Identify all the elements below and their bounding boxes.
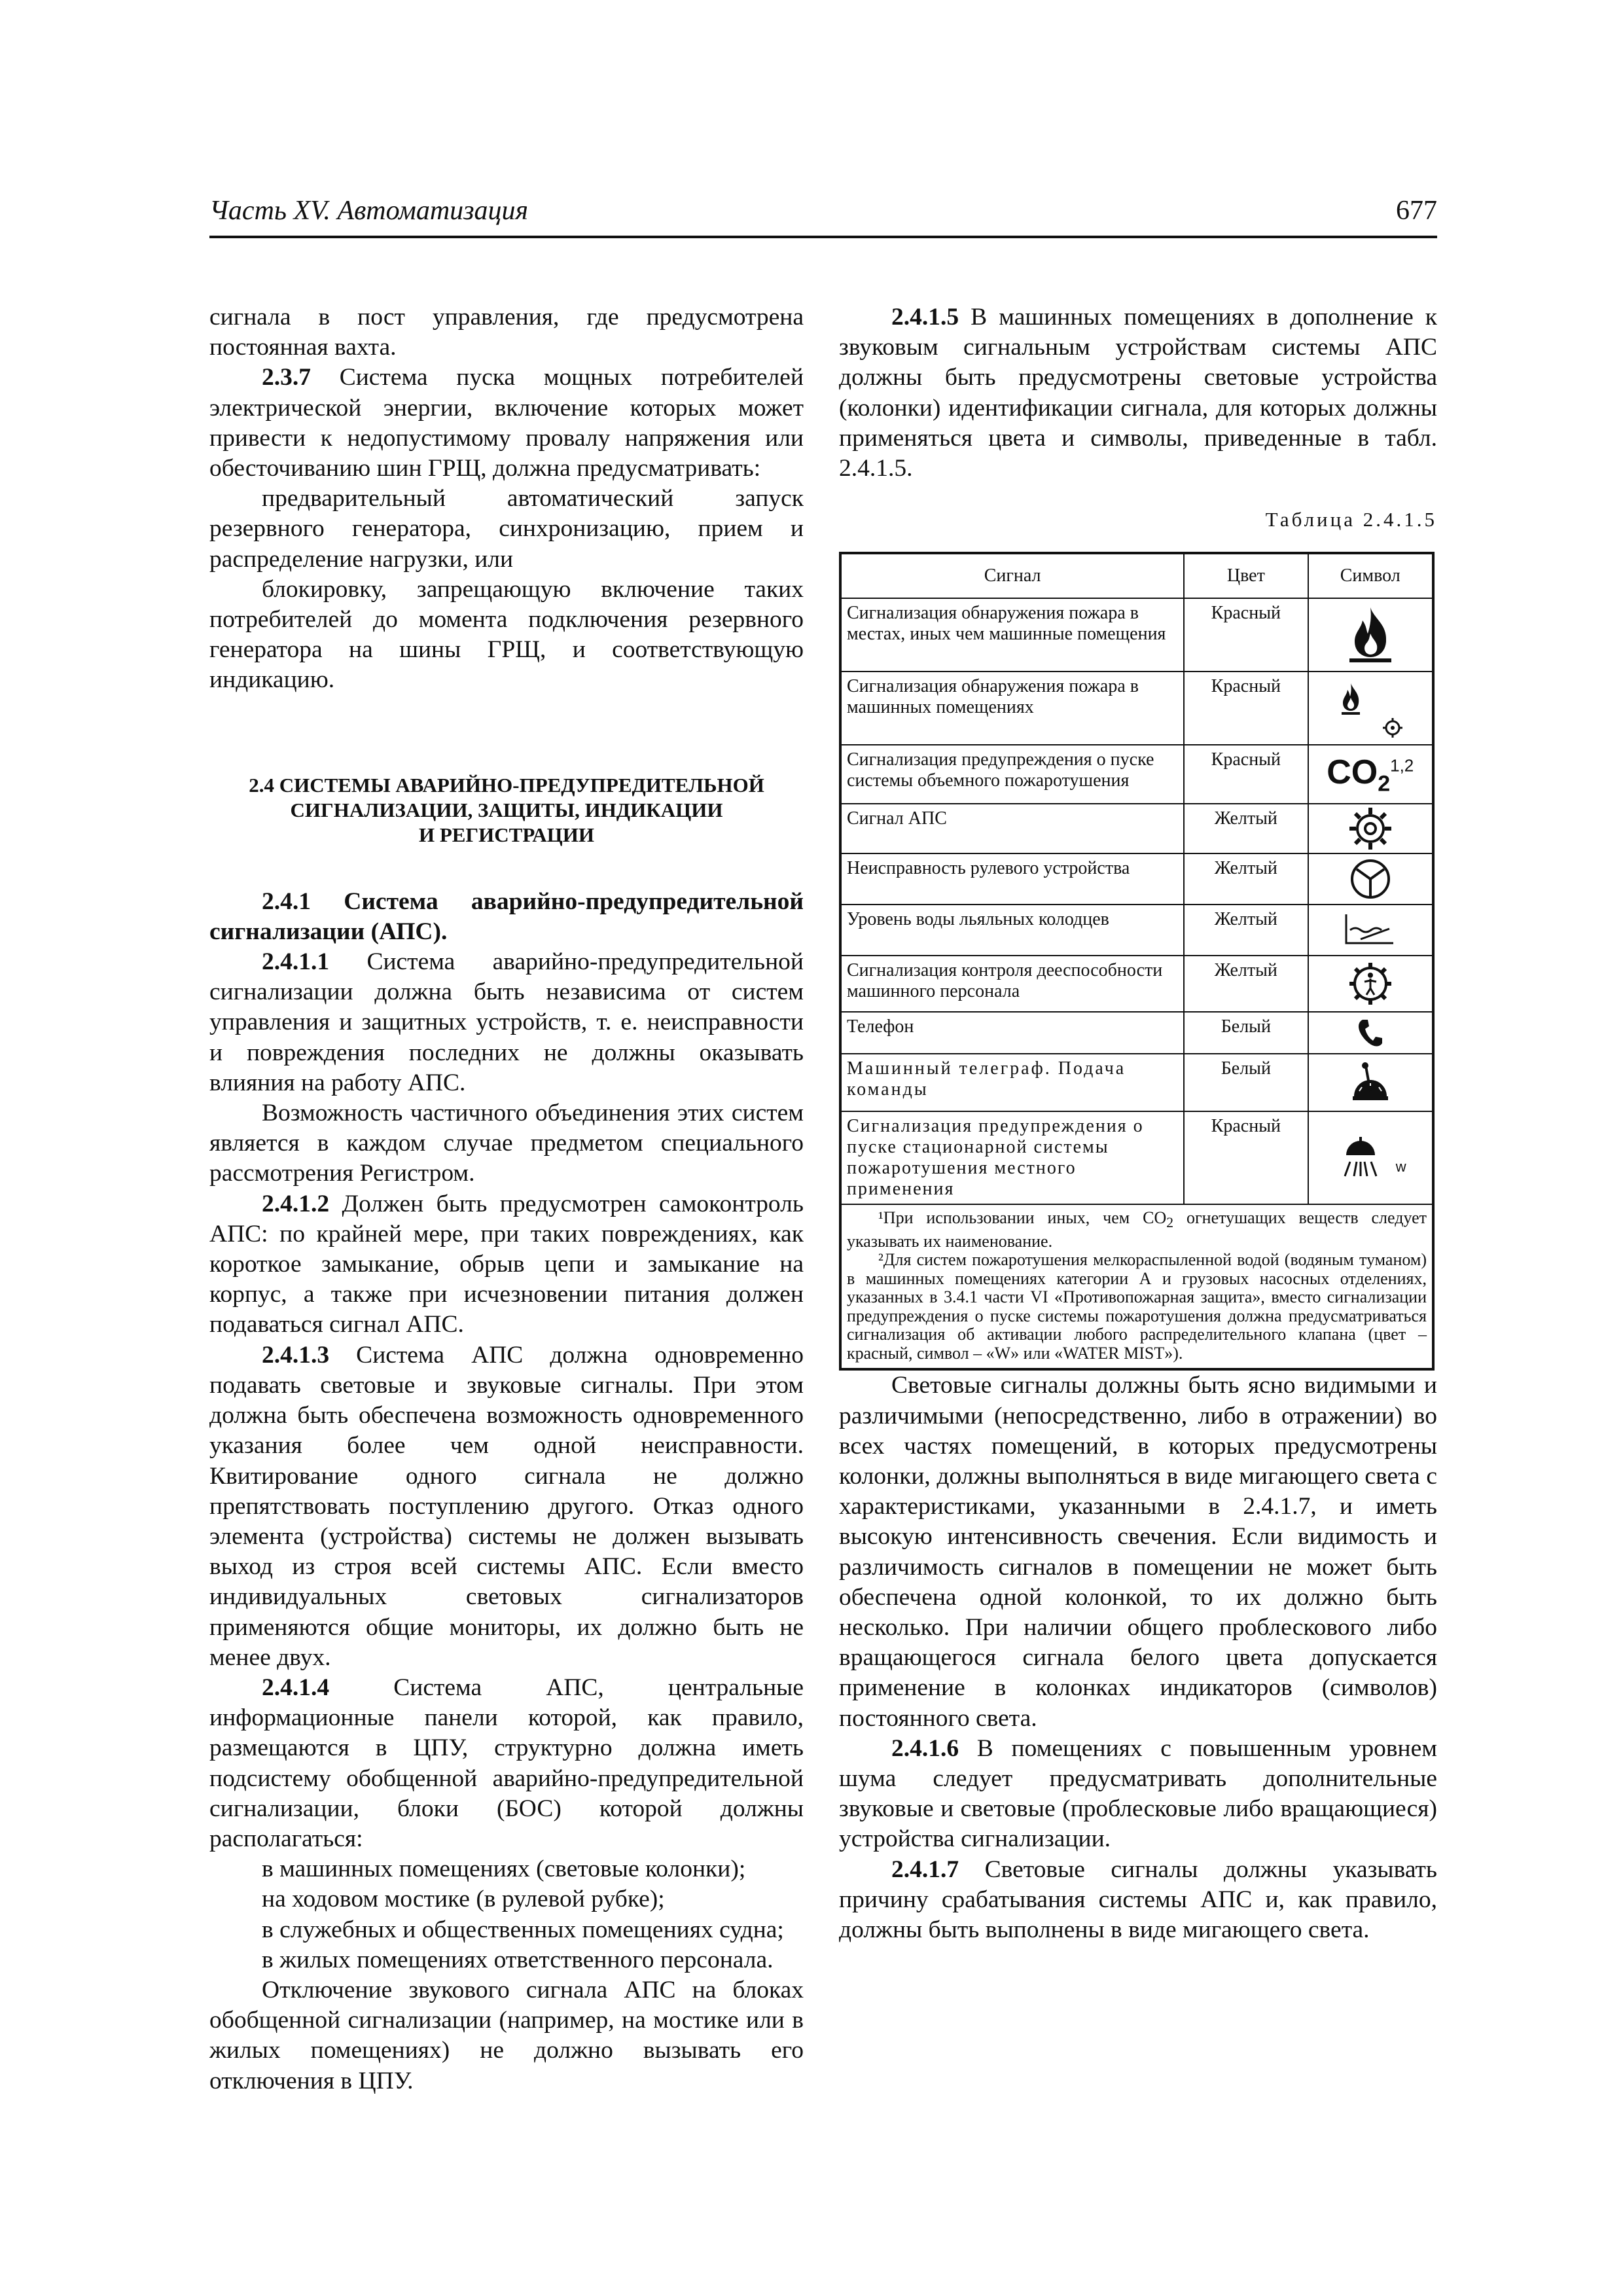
paragraph: Отключение звукового сигнала АПС на блоках обобщенной сигнализации (например, на мостике или в жилых помещениях) не должно вызывать его отключения в ЦПУ.	[209, 1976, 804, 2094]
paragraph: предварительный автоматический запуск резервного генератора, синхронизацию, прием и распределение нагрузки, или	[209, 485, 804, 573]
clause-number: 2.4.1.4	[262, 1674, 330, 1701]
footnote-text: ¹При использовании иных, чем CO	[878, 1208, 1167, 1228]
color-cell: Белый	[1184, 1012, 1308, 1054]
co2-footnote-marks: 1,2	[1390, 755, 1414, 776]
water-mist-symbol	[1328, 1133, 1413, 1183]
symbol-cell	[1308, 804, 1434, 853]
running-header	[209, 194, 1437, 238]
table-row	[840, 1111, 1433, 1204]
table-row	[840, 1012, 1433, 1054]
column-header-color: Цвет	[1184, 553, 1308, 598]
table-notes-row	[840, 1204, 1433, 1369]
symbol-cell	[1308, 905, 1434, 956]
bilge-level-icon	[1341, 910, 1400, 950]
clause-number: 2.4.1.5	[891, 304, 959, 331]
clause-text: Система АПС, центральные информационные панели которой, как правило, размещаются в ЦПУ, структурно должна иметь подсистему обобщенной аварийно-предупредительной сигнализации, блоки (БОС) которой должны располагаться:	[209, 1674, 804, 1852]
color-cell: Красный	[1184, 672, 1308, 745]
clause-number: 2.3.7	[262, 364, 311, 391]
paragraph: Световые сигналы должны быть ясно видимыми и различимыми (непосредственно, либо в отражении) во всех частях помещений, в которых предусмотрены колонки, должны выполняться в виде мигающего света с характеристиками, указанными в 2.4.1.7, и иметь высокую интенсивность свечения. Если видимость и различимость сигналов в помещении не может быть обеспечена одной колонкой, то их должно быть несколько. При наличии общего проблескового либо вращающегося сигнала белого цвета допускается применение в колонках индикаторов (символов) постоянного света.	[839, 1372, 1437, 1732]
table-row	[840, 905, 1433, 956]
w-label: w	[1395, 1158, 1406, 1175]
column-header-symbol: Символ	[1308, 553, 1434, 598]
symbol-cell	[1308, 672, 1434, 745]
paragraph: Возможность частичного объединения этих систем является в каждом случае предметом специального рассмотрения Регистром.	[209, 1100, 804, 1187]
fire-icon	[1340, 605, 1400, 665]
clause-text: Должен быть предусмотрен самоконтроль АПС: по крайней мере, при таких повреждениях, как короткое замыкание, обрыв цепи и замыкание на корпус, а также при исчезновении питания должен подаваться сигнал АПС.	[209, 1190, 804, 1338]
color-cell: Белый	[1184, 1054, 1308, 1111]
table-caption: Таблица 2.4.1.5	[1265, 508, 1437, 531]
table-row	[840, 745, 1433, 804]
signal-cell: Сигнализация предупреждения о пуске системы объемного пожаротушения	[840, 745, 1184, 804]
water-mist-icon	[1328, 1133, 1393, 1183]
clause-number: 2.4.1.1	[262, 948, 330, 976]
footnote-subscript: 2	[1166, 1215, 1174, 1231]
paragraph-2-4-1-1	[209, 947, 804, 1098]
column-header-signal: Сигнал	[840, 553, 1184, 598]
clause-text: Система пуска мощных потребителей электрической энергии, включение которых может привести к недопустимому провалу напряжения или обесточиванию шин ГРЩ, должна предусматривать:	[209, 364, 804, 482]
table-row	[840, 598, 1433, 672]
paragraph-2-4-1-6	[839, 1734, 1437, 1855]
footnote-2: ²Для систем пожаротушения мелкораспыленной водой (водяным туманом) в машинных помещениях категории А и грузовых насосных отделениях, указанных в 3.4.1 части VI «Противопожарная защита», вместо сигнализации предупреждения о пуске системы пожаротушения должна предусматриваться сигнализация об активации любого распределительного клапана (цвет – красный, символ – «W» или «WATER MIST»).	[847, 1250, 1427, 1363]
list-item: в жилых помещениях ответственного персонала.	[262, 1946, 774, 1973]
table-notes	[840, 1204, 1433, 1369]
paragraph-2-3-7	[209, 363, 804, 484]
color-cell: Желтый	[1184, 905, 1308, 956]
color-cell: Красный	[1184, 745, 1308, 804]
list-item: на ходовом мостике (в рулевой рубке);	[262, 1886, 665, 1913]
person-gear-icon	[1347, 961, 1393, 1007]
color-cell: Красный	[1184, 598, 1308, 672]
telegraph-icon	[1349, 1061, 1392, 1104]
list-item: в служебных и общественных помещениях судна;	[262, 1916, 784, 1943]
signal-cell: Сигнализация контроля дееспособности машинного персонала	[840, 956, 1184, 1012]
table-row	[840, 672, 1433, 745]
symbol-cell	[1308, 1054, 1434, 1111]
color-cell: Желтый	[1184, 804, 1308, 853]
symbol-cell	[1308, 745, 1434, 804]
paragraph-2-4-1-2	[209, 1189, 804, 1340]
symbol-cell	[1308, 853, 1434, 905]
paragraph: блокировку, запрещающую включение таких потребителей до момента подключения резервного генератора на шины ГРЩ, и соответствующую индикацию.	[209, 575, 804, 694]
signal-cell: Сигнализация предупреждения о пуске стационарной системы пожаротушения местного применения	[840, 1111, 1184, 1204]
clause-text: Система АПС должна одновременно подавать световые и звуковые сигналы. При этом должна быть обеспечена возможность одновременного указания более чем одной неисправности. Квитирование одного сигнала не должно препятствовать поступлению другого. Отказ одного элемента (устройства) системы не должен вызывать выход из строя всей системы АПС. Если вместо индивидуальных световых сигнализаторов применяются общие мониторы, их должно быть не менее двух.	[209, 1341, 804, 1671]
paragraph: сигнала в пост управления, где предусмотрена постоянная вахта.	[209, 304, 804, 361]
color-cell: Красный	[1184, 1111, 1308, 1204]
phone-icon	[1356, 1017, 1385, 1049]
signal-cell: Неисправность рулевого устройства	[840, 853, 1184, 905]
signal-table	[839, 552, 1435, 1371]
clause-number: 2.4.1.3	[262, 1341, 330, 1369]
footnote-text: огнетушащих веществ следует указывать их наименование.	[847, 1208, 1427, 1251]
symbol-cell	[1308, 598, 1434, 672]
signal-cell: Сигнал АПС	[840, 804, 1184, 853]
co2-text: CO	[1327, 753, 1378, 791]
clause-number: 2.4.1.7	[891, 1856, 959, 1883]
header-title: Часть XV. Автоматизация	[209, 196, 529, 226]
signal-cell: Сигнализация обнаружения пожара в местах, иных чем машинные помещения	[840, 598, 1184, 672]
table-row	[840, 956, 1433, 1012]
gear-icon	[1348, 806, 1393, 851]
paragraph-2-4-1-4	[209, 1673, 804, 1854]
table-row	[840, 1054, 1433, 1111]
symbol-cell	[1308, 956, 1434, 1012]
paragraph-2-4-1-5	[839, 302, 1437, 484]
co2-symbol	[1327, 753, 1414, 797]
steering-wheel-icon	[1349, 857, 1392, 901]
signal-cell: Машинный телеграф. Подача команды	[840, 1054, 1184, 1111]
signal-cell: Уровень воды льяльных колодцев	[840, 905, 1184, 956]
clause-text: Световые сигналы должны указывать причину срабатывания системы АПС и, как правило, должны быть выполнены в виде мигающего света.	[839, 1856, 1437, 1943]
co2-subscript: 2	[1378, 771, 1391, 797]
paragraph-2-4-1-7	[839, 1855, 1437, 1946]
signal-cell: Телефон	[840, 1012, 1184, 1054]
table-row	[840, 804, 1433, 853]
left-column	[209, 302, 804, 2096]
small-fire-gear-icon	[1331, 677, 1410, 740]
clause-number: 2.4.1.2	[262, 1190, 330, 1217]
page-number: 677	[1396, 196, 1437, 226]
section-heading-line: СИГНАЛИЗАЦИИ, ЗАЩИТЫ, ИНДИКАЦИИ	[290, 798, 723, 821]
clause-text: Система аварийно-предупредительной сигнализации должна быть независима от систем управления и защитных устройств, т. е. неисправности и повреждения последних не должны оказывать влияния на работу АПС.	[209, 948, 804, 1096]
footnote-1	[847, 1209, 1427, 1251]
section-heading-line: И РЕГИСТРАЦИИ	[418, 823, 595, 846]
signal-cell: Сигнализация обнаружения пожара в машинных помещениях	[840, 672, 1184, 745]
clause-text: В машинных помещениях в дополнение к звуковым сигнальным устройствам системы АПС должны быть предусмотрены световые устройства (колонки) идентификации сигнала, для которых должны применяться цвета и символы, приведенные в табл. 2.4.1.5.	[839, 304, 1437, 482]
color-cell: Желтый	[1184, 853, 1308, 905]
section-heading	[209, 773, 804, 848]
symbol-cell	[1308, 1111, 1434, 1204]
table-row	[840, 853, 1433, 905]
right-column	[839, 302, 1437, 1945]
color-cell: Желтый	[1184, 956, 1308, 1012]
subsection-heading: 2.4.1 Система аварийно-предупредительной сигнализации (АПС).	[209, 888, 804, 945]
paragraph-2-4-1-3	[209, 1340, 804, 1673]
list-item: в машинных помещениях (световые колонки);	[262, 1856, 746, 1883]
clause-number: 2.4.1.6	[891, 1734, 959, 1762]
section-heading-line: 2.4 СИСТЕМЫ АВАРИЙНО-ПРЕДУПРЕДИТЕЛЬНОЙ	[249, 773, 764, 797]
table-header-row	[840, 553, 1433, 598]
symbol-cell	[1308, 1012, 1434, 1054]
clause-text: В помещениях с повышенным уровнем шума следует предусматривать дополнительные звуковые и световые (проблесковые либо вращающиеся) устройства сигнализации.	[839, 1734, 1437, 1853]
